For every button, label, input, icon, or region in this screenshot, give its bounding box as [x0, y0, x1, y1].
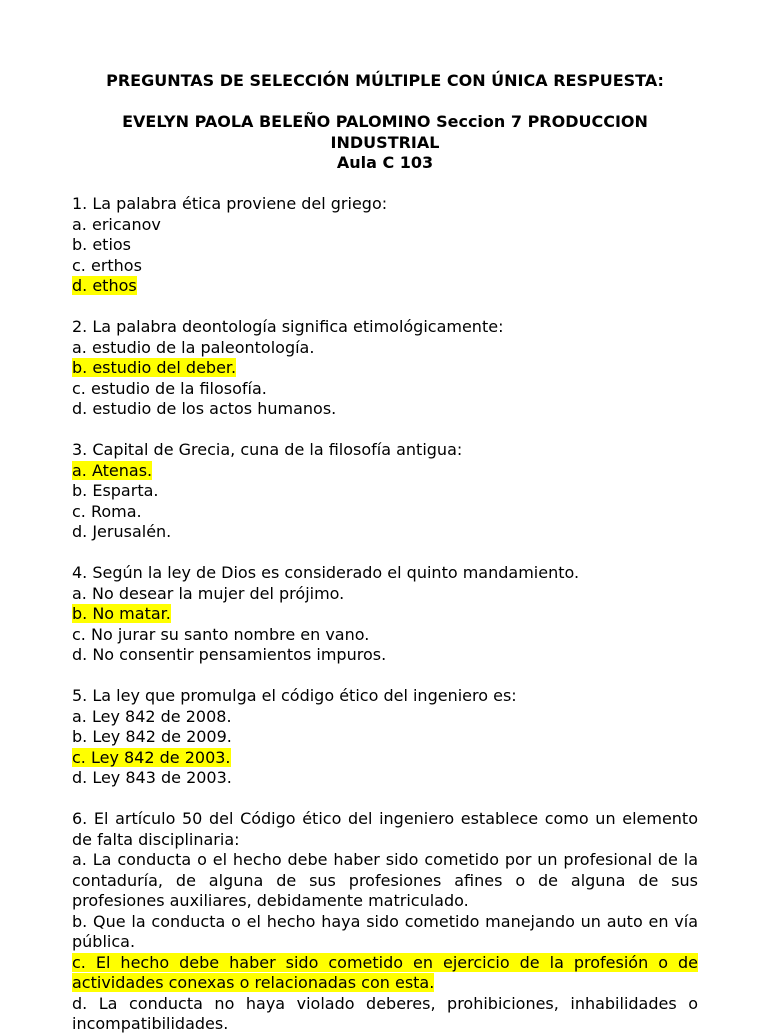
option-a: a. Ley 842 de 2008. — [72, 706, 232, 726]
author-info — [72, 112, 698, 174]
question-prompt: 1. La palabra ética proviene del griego: — [72, 194, 388, 213]
option-b-correct-answer: b. No matar. — [72, 604, 171, 623]
option-b: b. Que la conducta o el hecho haya sido cometido manejando un auto en vía pública. — [72, 911, 698, 951]
option-d-correct-answer: d. ethos — [72, 276, 137, 295]
option-d: d. No consentir pensamientos impuros. — [72, 645, 387, 664]
question-prompt: 6. El artículo 50 del Código ético del ingeniero establece como un elemento de falta disciplinaria: — [72, 809, 698, 849]
option-a-correct-answer: a. Atenas. — [72, 460, 153, 480]
author-line-2: INDUSTRIAL — [330, 132, 440, 152]
option-d: d. La conducta no haya violado deberes, prohibiciones, inhabilidades o incompatibilidades. — [72, 993, 698, 1033]
question-5 — [72, 686, 698, 789]
option-c-correct-answer: c. El hecho debe haber sido cometido en ejercicio de la profesión o de actividades conexas o relacionadas con esta. — [72, 952, 698, 992]
document-heading: PREGUNTAS DE SELECCIÓN MÚLTIPLE CON ÚNICA RESPUESTA: — [106, 71, 664, 90]
classroom-line: Aula C 103 — [336, 153, 434, 172]
question-prompt: 5. La ley que promulga el código ético del ingeniero es: — [72, 686, 517, 705]
option-a: a. La conducta o el hecho debe haber sido cometido por un profesional de la contaduría, de alguna de sus profesiones afines o de alguna de sus profesiones auxiliares, debidamente matriculado. — [72, 850, 698, 910]
option-c: c. erthos — [72, 255, 142, 275]
option-d: d. estudio de los actos humanos. — [72, 399, 337, 418]
option-c: c. No jurar su santo nombre en vano. — [72, 624, 370, 644]
author-line-1: EVELYN PAOLA BELEÑO PALOMINO Seccion 7 PRODUCCION — [122, 112, 648, 131]
option-a: a. ericanov — [72, 214, 161, 234]
question-1 — [72, 194, 698, 297]
question-2 — [72, 317, 698, 420]
option-c: c. Roma. — [72, 501, 142, 521]
option-c: c. estudio de la filosofía. — [72, 378, 267, 398]
option-b: b. etios — [72, 235, 132, 254]
option-d: d. Ley 843 de 2003. — [72, 768, 232, 787]
question-3 — [72, 440, 698, 543]
question-6 — [72, 809, 698, 1035]
option-b: b. Esparta. — [72, 481, 159, 500]
document-page — [72, 0, 698, 1035]
question-prompt: 4. Según la ley de Dios es considerado el quinto mandamiento. — [72, 563, 580, 582]
option-b-correct-answer: b. estudio del deber. — [72, 358, 237, 377]
option-a: a. No desear la mujer del prójimo. — [72, 583, 345, 603]
option-a: a. estudio de la paleontología. — [72, 337, 315, 357]
question-prompt: 2. La palabra deontología significa etimológicamente: — [72, 317, 504, 336]
question-4 — [72, 563, 698, 666]
option-b: b. Ley 842 de 2009. — [72, 727, 232, 746]
option-d: d. Jerusalén. — [72, 522, 172, 541]
option-c-correct-answer: c. Ley 842 de 2003. — [72, 747, 231, 767]
question-prompt: 3. Capital de Grecia, cuna de la filosofía antigua: — [72, 440, 463, 459]
